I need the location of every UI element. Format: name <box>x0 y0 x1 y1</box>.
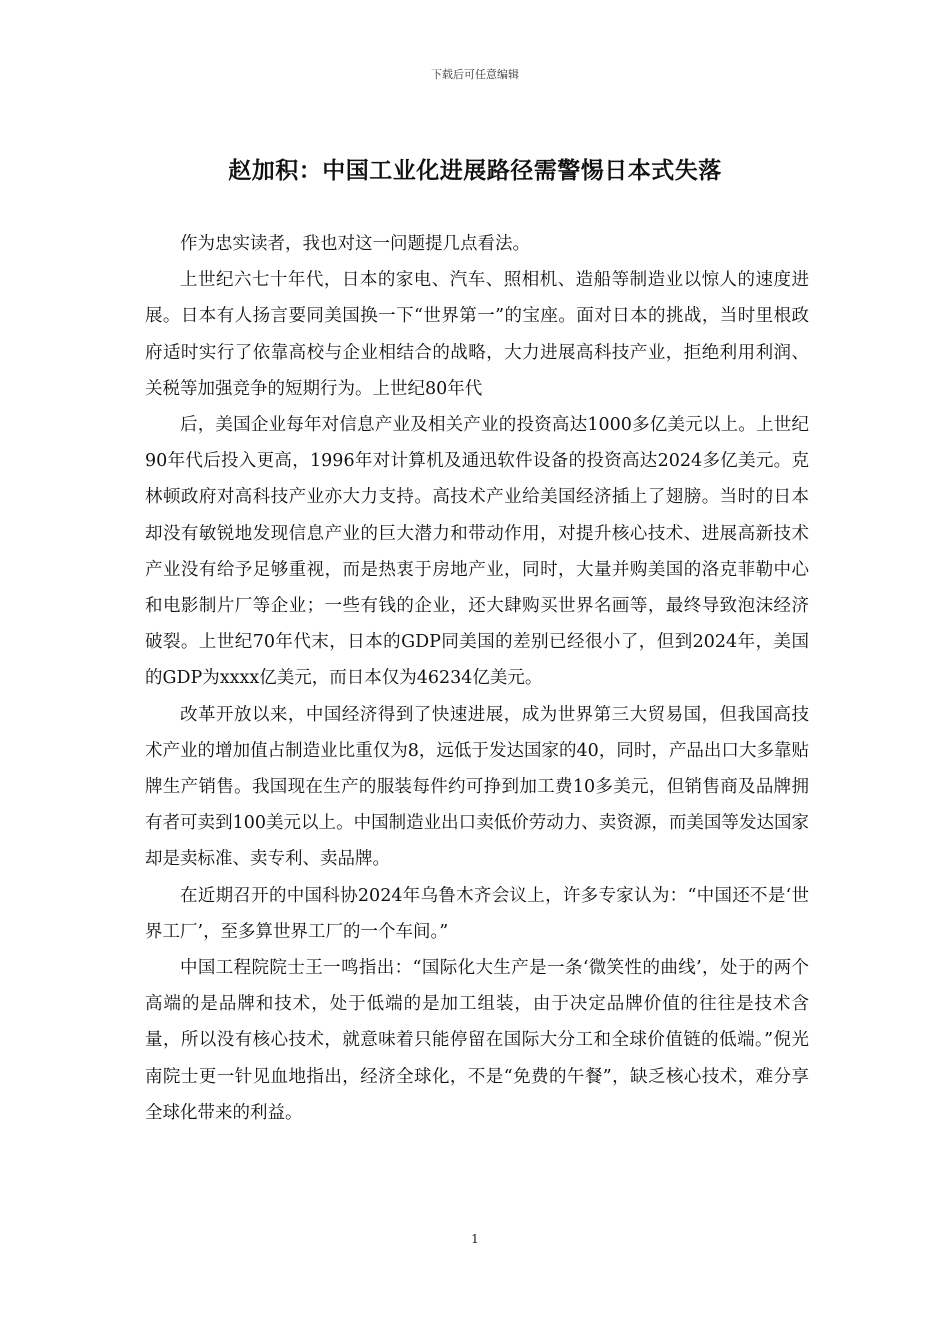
page-header-note: 下载后可任意编辑 <box>431 68 519 81</box>
paragraph-3: 后，美国企业每年对信息产业及相关产业的投资高达1000多亿美元以上。上世纪90年代后投入更高，1996年对计算机及通迅软件设备的投资高达2024多亿美元。克林顿政府对高科技产业亦大力支持。高技术产业给美国经济插上了翅膀。当时的日本却没有敏锐地发现信息产业的巨大潜力和带动作用，对提升核心技术、进展高新技术产业没有给予足够重视，而是热衷于房地产业，同时，大量并购美国的洛克菲勒中心和电影制片厂等企业；一些有钱的企业，还大肆购买世界名画等，最终导致泡沫经济破裂。上世纪70年代末，日本的GDP同美国的差别已经很小了，但到2024年，美国的GDP为xxxx亿美元，而日本仅为46234亿美元。 <box>145 415 809 689</box>
document-body <box>145 226 809 1131</box>
paragraph-2: 上世纪六七十年代，日本的家电、汽车、照相机、造船等制造业以惊人的速度进展。日本有人扬言要同美国换一下“世界第一”的宝座。面对日本的挑战，当时里根政府适时实行了依靠高校与企业相结合的战略，大力进展高科技产业，拒绝利用利润、关税等加强竞争的短期行为。上世纪80年代 <box>145 270 809 399</box>
paragraph-5: 在近期召开的中国科协2024年乌鲁木齐会议上，许多专家认为：“中国还不是‘世界工厂’，至多算世界工厂的一个车间。” <box>145 885 809 942</box>
paragraph-6: 中国工程院院士王一鸣指出：“国际化大生产是一条‘微笑性的曲线’，处于的两个高端的是品牌和技术，处于低端的是加工组装，由于决定品牌价值的往往是技术含量，所以没有核心技术，就意味着只能停留在国际大分工和全球价值链的低端。”倪光南院士更一针见血地指出，经济全球化，不是“免费的午餐”，缺乏核心技术，难分享全球化带来的利益。 <box>145 958 809 1123</box>
paragraph-4: 改革开放以来，中国经济得到了快速进展，成为世界第三大贸易国，但我国高技术产业的增加值占制造业比重仅为8，远低于发达国家的40，同时，产品出口大多靠贴牌生产销售。我国现在生产的服装每件约可挣到加工费10多美元，但销售商及品牌拥有者可卖到100美元以上。中国制造业出口卖低价劳动力、卖资源，而美国等发达国家却是卖标准、卖专利、卖品牌。 <box>145 704 809 870</box>
paragraph-1: 作为忠实读者，我也对这一问题提几点看法。 <box>180 234 530 254</box>
page-number: 1 <box>471 1232 479 1246</box>
document-title: 赵加积：中国工业化进展路径需警惕日本式失落 <box>228 158 722 184</box>
